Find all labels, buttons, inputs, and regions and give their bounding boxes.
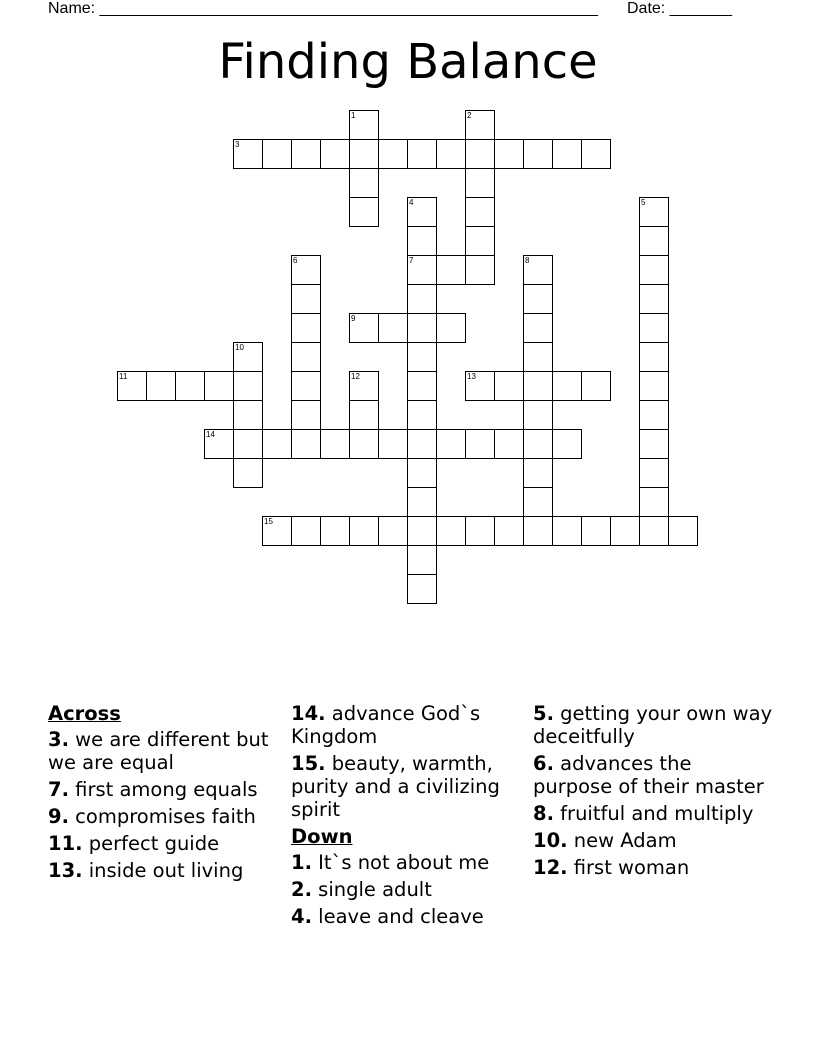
cell-number: 10 [235, 343, 244, 352]
grid-cell[interactable] [204, 371, 234, 401]
clue-column-2 [291, 702, 526, 932]
cell-number: 14 [206, 430, 215, 439]
grid-cell[interactable] [639, 255, 669, 285]
clue-text: advance God`s Kingdom [291, 702, 481, 748]
grid-cell[interactable] [320, 429, 350, 459]
grid-cell[interactable] [523, 487, 553, 517]
grid-cell[interactable] [291, 400, 321, 430]
cell-number: 11 [119, 372, 128, 381]
grid-cell[interactable] [291, 255, 321, 285]
clue-number: 13. [48, 859, 83, 882]
grid-cell[interactable] [349, 429, 379, 459]
grid-cell[interactable] [175, 371, 205, 401]
grid-cell[interactable] [465, 110, 495, 140]
clue-number: 2. [291, 878, 312, 901]
cell-number: 2 [467, 111, 472, 120]
clue-number: 4. [291, 905, 312, 928]
cell-number: 12 [351, 372, 360, 381]
grid-cell[interactable] [407, 226, 437, 256]
grid-cell[interactable] [320, 516, 350, 546]
clue-across-7 [48, 778, 278, 801]
grid-cell[interactable] [407, 255, 437, 285]
grid-cell[interactable] [436, 313, 466, 343]
grid-cell[interactable] [204, 429, 234, 459]
grid-cell[interactable] [494, 139, 524, 169]
grid-cell[interactable] [639, 487, 669, 517]
grid-cell[interactable] [117, 371, 147, 401]
grid-cell[interactable] [436, 139, 466, 169]
cell-number: 8 [525, 256, 530, 265]
grid-cell[interactable] [523, 255, 553, 285]
grid-cell[interactable] [465, 168, 495, 198]
across-heading: Across [48, 702, 121, 725]
grid-cell[interactable] [233, 400, 263, 430]
clue-number: 10. [533, 829, 568, 852]
puzzle-title: Finding Balance [218, 34, 598, 90]
grid-cell[interactable] [349, 313, 379, 343]
grid-cell[interactable] [465, 139, 495, 169]
grid-cell[interactable] [291, 342, 321, 372]
grid-cell[interactable] [407, 545, 437, 575]
clue-across-13 [48, 859, 278, 882]
grid-cell[interactable] [407, 197, 437, 227]
grid-cell[interactable] [349, 139, 379, 169]
clue-text: It`s not about me [311, 851, 490, 874]
grid-cell[interactable] [639, 458, 669, 488]
clue-number: 7. [48, 778, 69, 801]
grid-cell[interactable] [523, 458, 553, 488]
clue-across-11 [48, 832, 278, 855]
grid-cell[interactable] [407, 284, 437, 314]
cell-number: 5 [641, 198, 646, 207]
grid-cell[interactable] [291, 516, 321, 546]
date-line[interactable]: _______ [669, 0, 732, 17]
clue-across-15 [291, 752, 526, 821]
clue-across-3 [48, 728, 278, 774]
name-field [48, 0, 598, 18]
grid-cell[interactable] [233, 139, 263, 169]
grid-cell[interactable] [262, 429, 292, 459]
clue-number: 5. [533, 702, 554, 725]
clue-down-10 [533, 829, 773, 852]
grid-cell[interactable] [639, 313, 669, 343]
clue-down-1 [291, 851, 526, 874]
grid-cell[interactable] [639, 516, 669, 546]
clue-down-4 [291, 905, 526, 928]
grid-cell[interactable] [523, 284, 553, 314]
grid-cell[interactable] [552, 516, 582, 546]
grid-cell[interactable] [407, 516, 437, 546]
grid-cell[interactable] [320, 139, 350, 169]
grid-cell[interactable] [552, 429, 582, 459]
clue-number: 6. [533, 752, 554, 775]
grid-cell[interactable] [581, 371, 611, 401]
name-line[interactable]: ________________________________________________________ [99, 0, 598, 17]
grid-cell[interactable] [436, 516, 466, 546]
clue-text: fruitful and multiply [553, 802, 754, 825]
grid-cell[interactable] [465, 226, 495, 256]
grid-cell[interactable] [378, 429, 408, 459]
clue-number: 11. [48, 832, 83, 855]
grid-cell[interactable] [465, 255, 495, 285]
grid-cell[interactable] [523, 342, 553, 372]
clue-text: getting your own way deceitfully [533, 702, 773, 748]
cell-number: 9 [351, 314, 356, 323]
clue-text: new Adam [567, 829, 677, 852]
grid-cell[interactable] [639, 342, 669, 372]
grid-cell[interactable] [407, 429, 437, 459]
clue-text: leave and cleave [311, 905, 484, 928]
clue-across-9 [48, 805, 278, 828]
clue-down-2 [291, 878, 526, 901]
grid-cell[interactable] [378, 516, 408, 546]
clue-text: single adult [311, 878, 432, 901]
date-label: Date: [627, 0, 670, 17]
clue-down-8 [533, 802, 773, 825]
grid-cell[interactable] [465, 197, 495, 227]
grid-cell[interactable] [262, 516, 292, 546]
clue-down-6 [533, 752, 773, 798]
clue-text: first woman [567, 856, 690, 879]
grid-cell[interactable] [349, 400, 379, 430]
grid-cell[interactable] [291, 284, 321, 314]
grid-cell[interactable] [639, 400, 669, 430]
grid-cell[interactable] [581, 139, 611, 169]
grid-cell[interactable] [494, 429, 524, 459]
grid-cell[interactable] [523, 313, 553, 343]
grid-cell[interactable] [291, 429, 321, 459]
cell-number: 4 [409, 198, 414, 207]
grid-cell[interactable] [378, 313, 408, 343]
grid-cell[interactable] [552, 139, 582, 169]
grid-cell[interactable] [233, 342, 263, 372]
grid-cell[interactable] [668, 516, 698, 546]
grid-cell[interactable] [349, 168, 379, 198]
grid-cell[interactable] [523, 400, 553, 430]
clue-text: perfect guide [82, 832, 220, 855]
grid-cell[interactable] [349, 110, 379, 140]
grid-cell[interactable] [407, 400, 437, 430]
grid-cell[interactable] [639, 371, 669, 401]
grid-cell[interactable] [639, 197, 669, 227]
clue-number: 14. [291, 702, 326, 725]
clue-text: we are different but we are equal [48, 728, 269, 774]
grid-cell[interactable] [639, 429, 669, 459]
clue-number: 9. [48, 805, 69, 828]
grid-cell[interactable] [407, 458, 437, 488]
grid-cell[interactable] [581, 516, 611, 546]
clue-number: 15. [291, 752, 326, 775]
grid-cell[interactable] [436, 429, 466, 459]
grid-cell[interactable] [523, 371, 553, 401]
grid-cell[interactable] [407, 342, 437, 372]
grid-cell[interactable] [349, 197, 379, 227]
grid-cell[interactable] [262, 139, 292, 169]
grid-cell[interactable] [523, 429, 553, 459]
cell-number: 3 [235, 140, 240, 149]
cell-number: 1 [351, 111, 356, 120]
cell-number: 13 [467, 372, 476, 381]
clue-text: inside out living [82, 859, 244, 882]
down-heading: Down [291, 825, 353, 848]
grid-cell[interactable] [291, 371, 321, 401]
grid-cell[interactable] [465, 516, 495, 546]
grid-cell[interactable] [378, 139, 408, 169]
grid-cell[interactable] [291, 139, 321, 169]
grid-cell[interactable] [233, 429, 263, 459]
clue-across-14 [291, 702, 526, 748]
clue-down-5 [533, 702, 773, 748]
grid-cell[interactable] [407, 574, 437, 604]
grid-cell[interactable] [407, 313, 437, 343]
cell-number: 7 [409, 256, 414, 265]
grid-cell[interactable] [465, 429, 495, 459]
grid-cell[interactable] [233, 458, 263, 488]
grid-cell[interactable] [146, 371, 176, 401]
clue-text: compromises faith [68, 805, 256, 828]
across-column-1 [48, 702, 278, 886]
grid-cell[interactable] [233, 371, 263, 401]
name-label: Name: [48, 0, 100, 17]
clue-number: 1. [291, 851, 312, 874]
grid-cell[interactable] [494, 371, 524, 401]
grid-cell[interactable] [639, 284, 669, 314]
grid-cell[interactable] [523, 139, 553, 169]
grid-cell[interactable] [407, 487, 437, 517]
clue-down-12 [533, 856, 773, 879]
clue-number: 12. [533, 856, 568, 879]
date-field [627, 0, 732, 18]
cell-number: 6 [293, 256, 298, 265]
clue-text: first among equals [68, 778, 258, 801]
clue-column-3 [533, 702, 773, 883]
grid-cell[interactable] [436, 255, 466, 285]
grid-cell[interactable] [407, 139, 437, 169]
grid-cell[interactable] [610, 516, 640, 546]
grid-cell[interactable] [291, 313, 321, 343]
grid-cell[interactable] [494, 516, 524, 546]
grid-cell[interactable] [465, 371, 495, 401]
clue-number: 3. [48, 728, 69, 751]
clue-text: beauty, warmth, purity and a civilizing spirit [291, 752, 500, 821]
grid-cell[interactable] [552, 371, 582, 401]
grid-cell[interactable] [639, 226, 669, 256]
clue-number: 8. [533, 802, 554, 825]
clue-text: advances the purpose of their master [533, 752, 764, 798]
grid-cell[interactable] [407, 371, 437, 401]
grid-cell[interactable] [523, 516, 553, 546]
grid-cell[interactable] [349, 516, 379, 546]
grid-cell[interactable] [349, 371, 379, 401]
cell-number: 15 [264, 517, 273, 526]
